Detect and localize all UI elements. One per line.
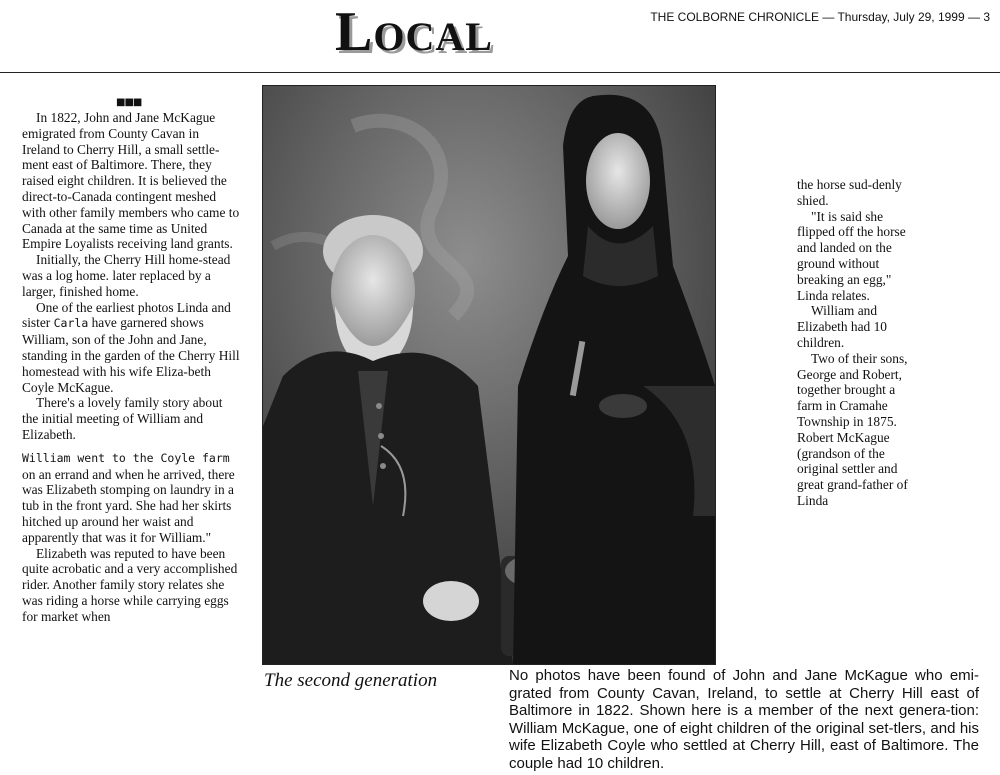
header-rule — [0, 72, 1000, 73]
masthead-initial: L — [335, 1, 374, 63]
paragraph-homestead: Initially, the Cherry Hill home-stead was a log home. later replaced by a larger, finished home. — [22, 252, 231, 299]
portrait-photo — [262, 85, 716, 665]
paragraph-horse-shied: the horse sud-denly shied. — [797, 177, 902, 208]
photo-caption-text: No photos have been found of John and Jane McKague who emi-grated from County Cavan, Ireland, to settle at Cherry Hill east of Baltimore in 1822. Shown here is a member of the next genera-tion: William McKague, one of eight children of the original set-tlers, and his wife Elizabeth Coyle who settled at Cherry Hill, east of Baltimore. The couple had 10 children. — [509, 667, 979, 772]
section-masthead — [335, 1, 493, 63]
masthead-rest: OCAL — [373, 14, 493, 59]
man-hand — [423, 581, 479, 621]
portrait-illustration — [263, 86, 715, 664]
woman-face — [586, 133, 650, 229]
dateline: THE COLBORNE CHRONICLE — Thursday, July 29, 1999 — 3 — [650, 10, 990, 24]
section-bullets: ■■■ — [116, 97, 142, 108]
article-left-column — [22, 110, 240, 625]
paragraph-egg-story: "It is said she flipped off the horse and landed on the ground without breaking an egg," Linda relates. — [797, 208, 906, 303]
paragraph-coyle-farm: William went to the Coyle farm on an errand and when he arrived, there was Elizabeth stomping on laundry in a tub in the front yard. She had her skirts hitched up around her waist and apparently that was it for William." — [22, 450, 235, 545]
article-right-column — [797, 177, 909, 509]
paragraph-cramahe-farm: Two of their sons, George and Robert, together brought a farm in Cramahe Township in 1875. Robert McKague (grandson of the original settler and great grand-father of Linda — [797, 350, 908, 508]
paragraph-family-story: There's a lovely family story about the initial meeting of William and Elizabeth. — [22, 395, 223, 442]
paragraph-earliest-photo: One of the earliest photos Linda and sister Carla have garnered shows William, son of the John and Jane, standing in the garden of the Cherry Hill homestead with his wife Eliza-beth Coyle McKague. — [22, 299, 240, 395]
paragraph-emigration: In 1822, John and Jane McKague emigrated from County Cavan in Ireland to Cherry Hill, a small settle-ment east of Baltimore. There, they raised eight children. It is believed the direct-to-Canada contingent meshed with other family members who came to Canada at the same time as United Empire Loyalists receiving land grants. — [22, 110, 240, 252]
paragraph-acrobatic-rider: Elizabeth was reputed to have been quite acrobatic and a very accomplished rider. Another family story relates she was riding a horse while carrying eggs for market when — [22, 545, 238, 624]
paragraph-ten-children: William and Elizabeth had 10 children. — [797, 303, 887, 350]
photo-caption-title: The second generation — [264, 670, 438, 691]
